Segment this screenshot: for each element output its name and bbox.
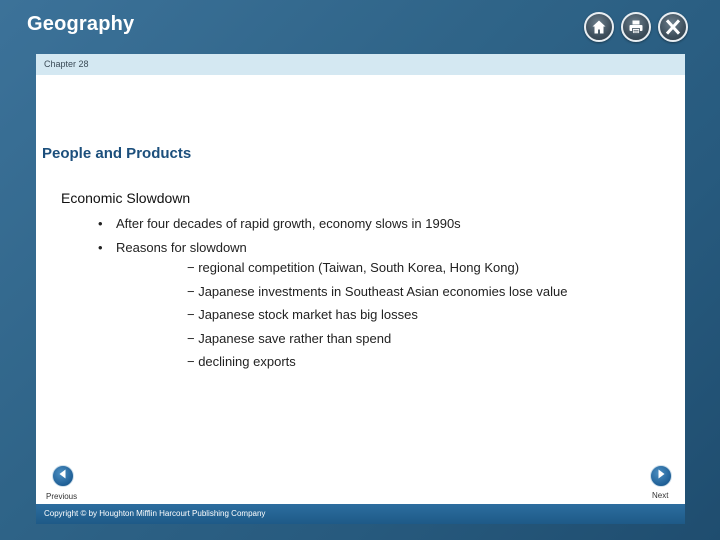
footer-bar [36,504,685,524]
sub-item: − Japanese stock market has big losses [187,307,418,322]
frame-title: Geography [27,13,135,35]
bullet-icon: • [98,240,103,255]
previous-label[interactable]: Previous [46,492,78,501]
next-button[interactable] [650,465,672,487]
close-button[interactable] [658,12,688,42]
next-label[interactable]: Next [652,491,669,500]
slide-content [36,75,685,504]
home-icon [591,19,607,35]
print-icon [628,19,644,35]
chapter-label: Chapter 28 [44,59,89,69]
arrow-left-icon [57,467,69,485]
bullet-list [98,212,461,260]
close-icon [665,19,681,35]
arrow-right-icon [655,467,667,485]
bullet-item [98,212,461,236]
chapter-bar [36,54,685,75]
bullet-icon: • [98,216,103,231]
sub-item: − Japanese investments in Southeast Asian economies lose value [187,283,568,299]
home-button[interactable] [584,12,614,42]
print-button[interactable] [621,12,651,42]
section-title: People and Products [42,145,192,162]
bullet-text: After four decades of rapid growth, economy slows in 1990s [116,216,461,231]
slide-heading: Economic Slowdown [61,190,191,206]
sub-list [187,256,568,374]
copyright-text: Copyright © by Houghton Mifflin Harcourt Publishing Company [44,509,266,518]
sub-item: − Japanese save rather than spend [187,330,392,346]
top-toolbar [584,12,688,42]
previous-button[interactable] [52,465,74,487]
sub-item: − declining exports [187,354,296,369]
sub-item: − regional competition (Taiwan, South Korea, Hong Kong) [187,260,520,275]
bullet-text: Reasons for slowdown [116,240,247,255]
